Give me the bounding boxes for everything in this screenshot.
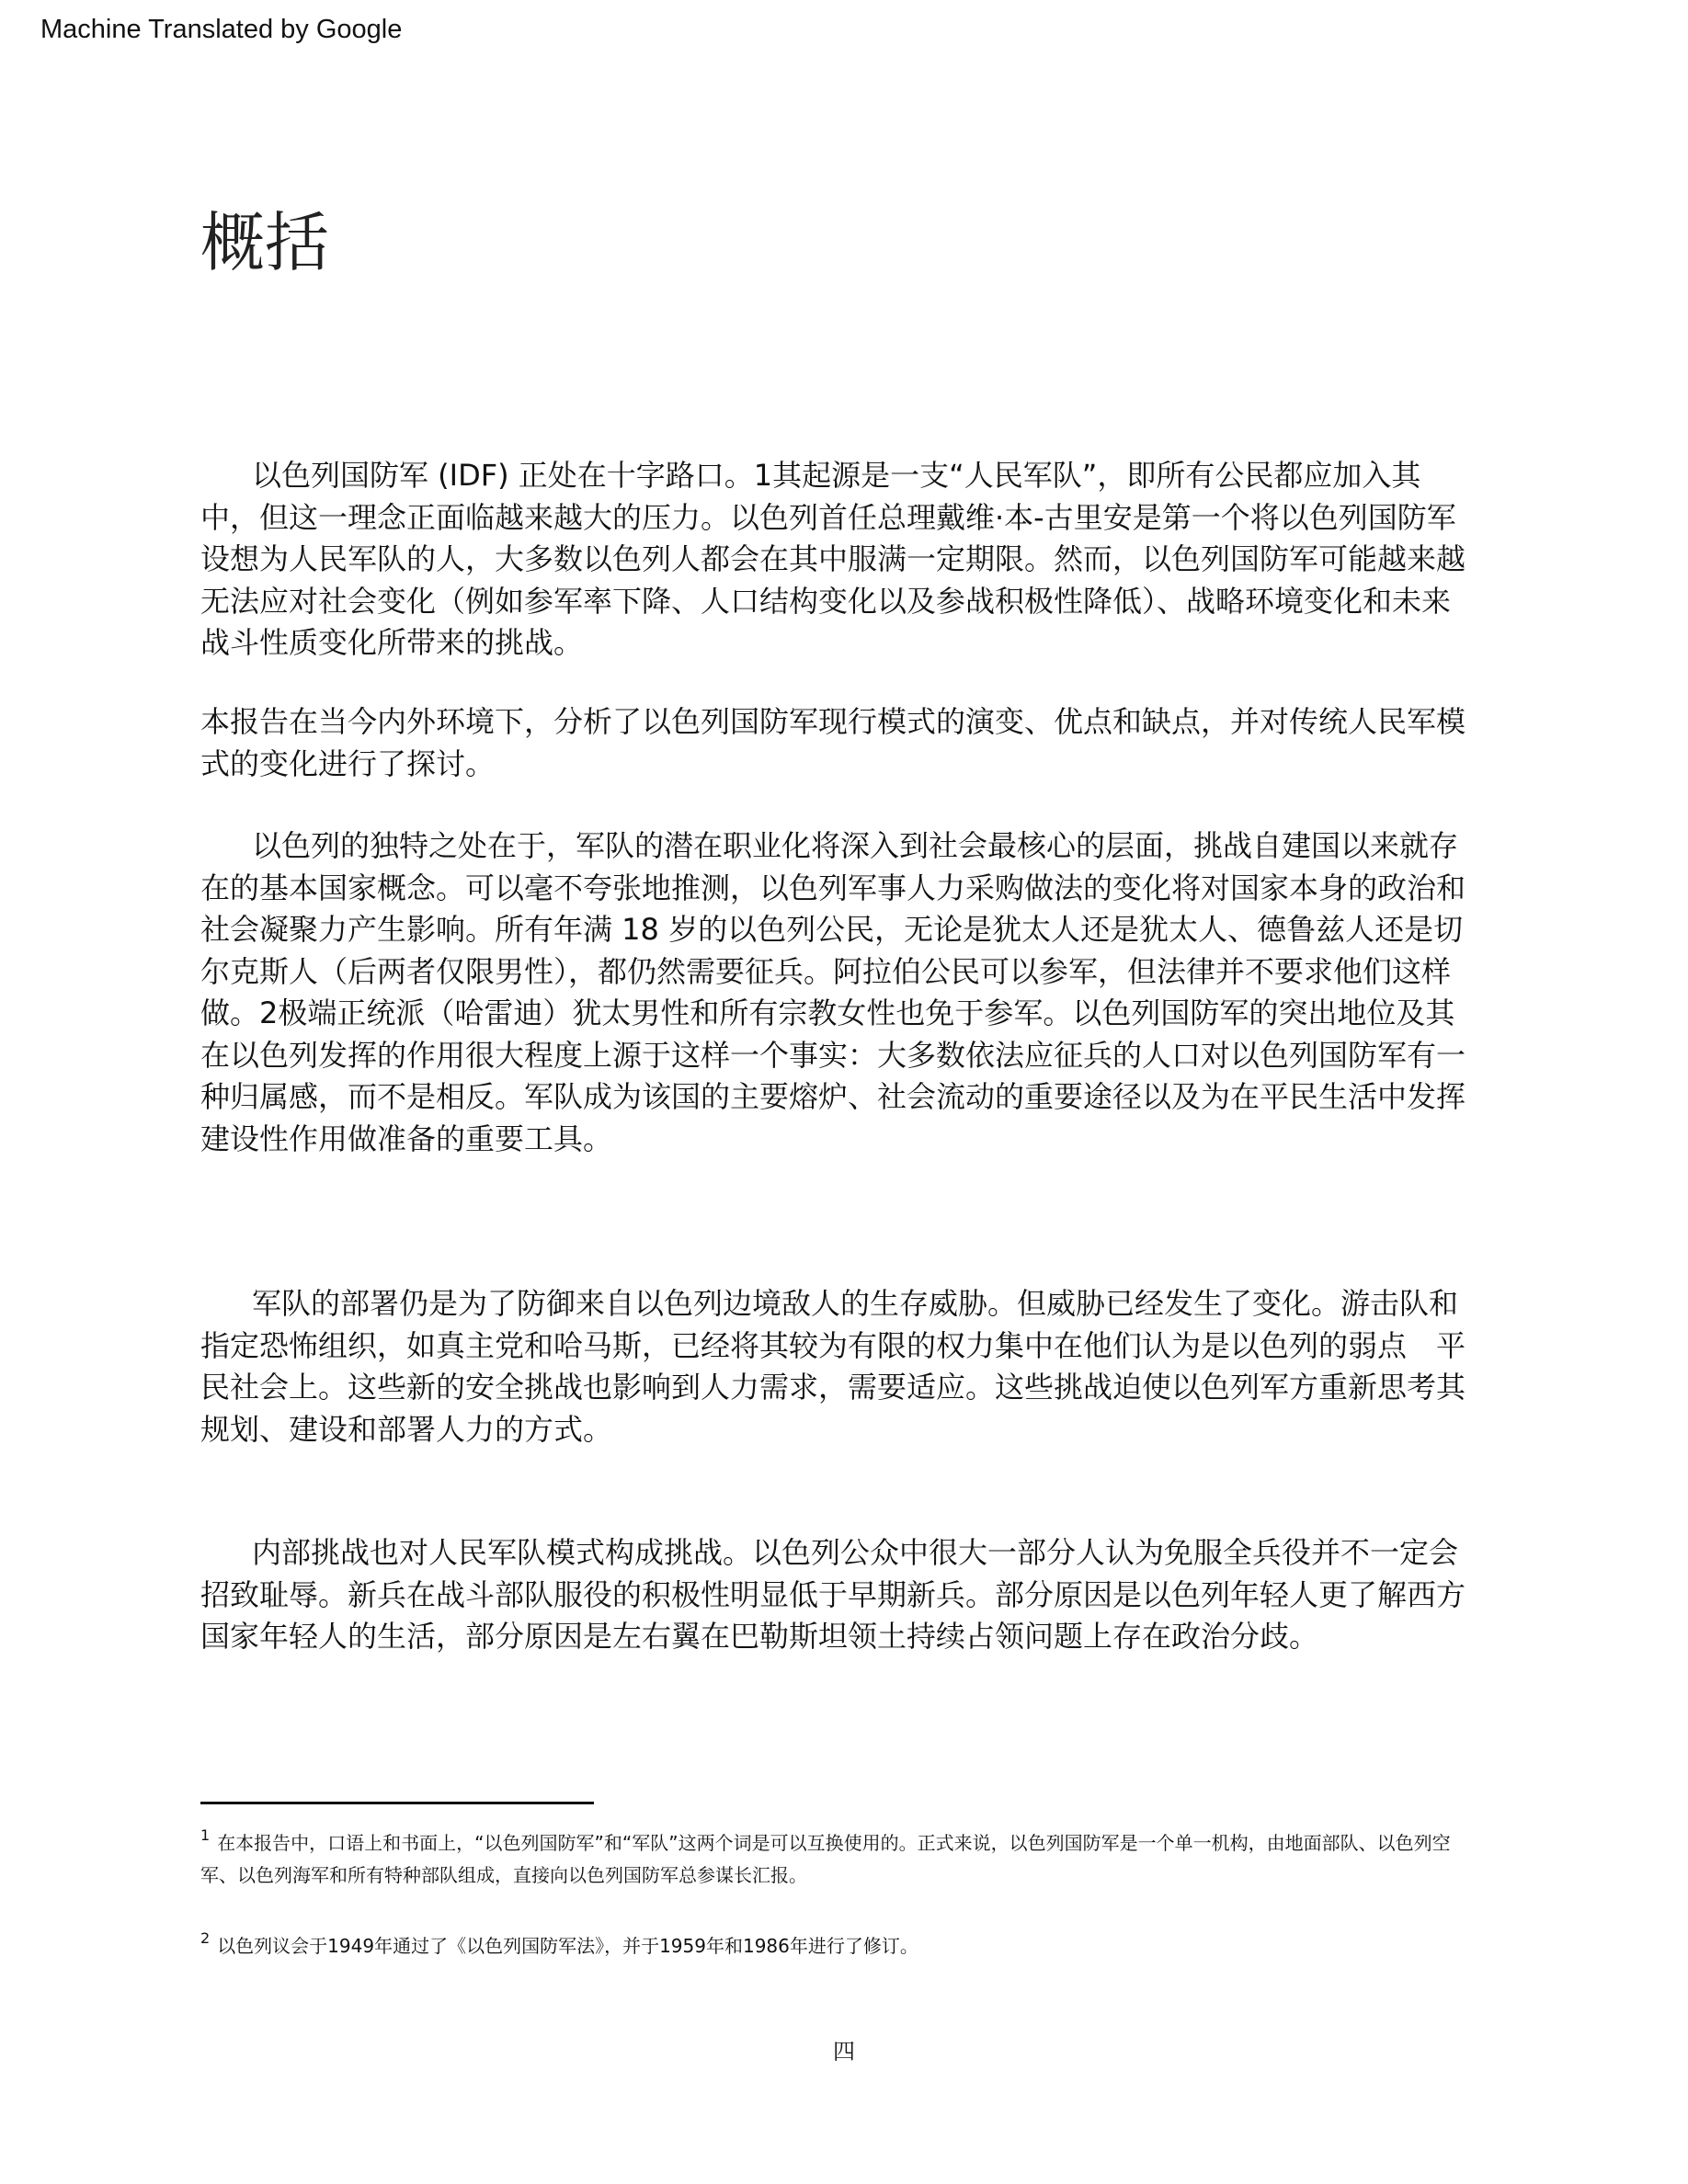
footnote-marker: 2 xyxy=(200,1929,211,1947)
footnote-text: 以色列议会于1949年通过了《以色列国防军法》，并于1959年和1986年进行了修订。 xyxy=(217,1935,918,1957)
footnote-text: 在本报告中，口语上和书面上，“以色列国防军”和“军队”这两个词是可以互换使用的。正式来说，以色列国防军是一个单一机构，由地面部队、以色列空军、以色列海军和所有特种部队组成，直接向以色列国防军总参谋长汇报。 xyxy=(200,1832,1451,1886)
body-paragraph: 以色列国防军 (IDF) 正处在十字路口。1其起源是一支“人民军队”，即所有公民都应加入其中，但这一理念正面临越来越大的压力。以色列首任总理戴维·本-古里安是第一个将以色列国防军设想为人民军队的人，大多数以色列人都会在其中服满一定期限。然而，以色列国防军可能越来越无法应对社会变化（例如参军率下降、人口结构变化以及参战积极性降低）、战略环境变化和未来战斗性质变化所带来的挑战。 xyxy=(200,458,1466,660)
footnote xyxy=(200,1930,1478,1962)
footnote-divider xyxy=(200,1802,594,1804)
machine-translation-banner: Machine Translated by Google xyxy=(40,15,403,44)
page-number: 四 xyxy=(833,2039,855,2065)
body-paragraph: 本报告在当今内外环境下，分析了以色列国防军现行模式的演变、优点和缺点，并对传统人民军模式的变化进行了探讨。 xyxy=(200,704,1466,781)
footnote-marker: 1 xyxy=(200,1826,211,1844)
footnote xyxy=(200,1827,1478,1892)
body-paragraph: 内部挑战也对人民军队模式构成挑战。以色列公众中很大一部分人认为免服全兵役并不一定会招致耻辱。新兵在战斗部队服役的积极性明显低于早期新兵。部分原因是以色列年轻人更了解西方国家年轻人的生活，部分原因是左右翼在巴勒斯坦领土持续占领问题上存在政治分歧。 xyxy=(200,1535,1466,1654)
page-title: 概括 xyxy=(200,205,329,280)
body-paragraph: 军队的部署仍是为了防御来自以色列边境敌人的生存威胁。但威胁已经发生了变化。游击队和指定恐怖组织，如真主党和哈马斯，已经将其较为有限的权力集中在他们认为是以色列的弱点 平民社会上。这些新的安全挑战也影响到人力需求，需要适应。这些挑战迫使以色列军方重新思考其规划、建设和部署人力的方式。 xyxy=(200,1286,1466,1447)
body-paragraph: 以色列的独特之处在于，军队的潜在职业化将深入到社会最核心的层面，挑战自建国以来就存在的基本国家概念。可以毫不夸张地推测，以色列军事人力采购做法的变化将对国家本身的政治和社会凝聚力产生影响。所有年满 18 岁的以色列公民，无论是犹太人还是犹太人、德鲁兹人还是切尔克斯人（后两者仅限男性），都仍然需要征兵。阿拉伯公民可以参军，但法律并不要求他们这样做。2极端正统派（哈雷迪）犹太男性和所有宗教女性也免于参军。以色列国防军的突出地位及其在以色列发挥的作用很大程度上源于这样一个事实：大多数依法应征兵的人口对以色列国防军有一种归属感，而不是相反。军队成为该国的主要熔炉、社会流动的重要途径以及为在平民生活中发挥建设性作用做准备的重要工具。 xyxy=(200,828,1466,1156)
